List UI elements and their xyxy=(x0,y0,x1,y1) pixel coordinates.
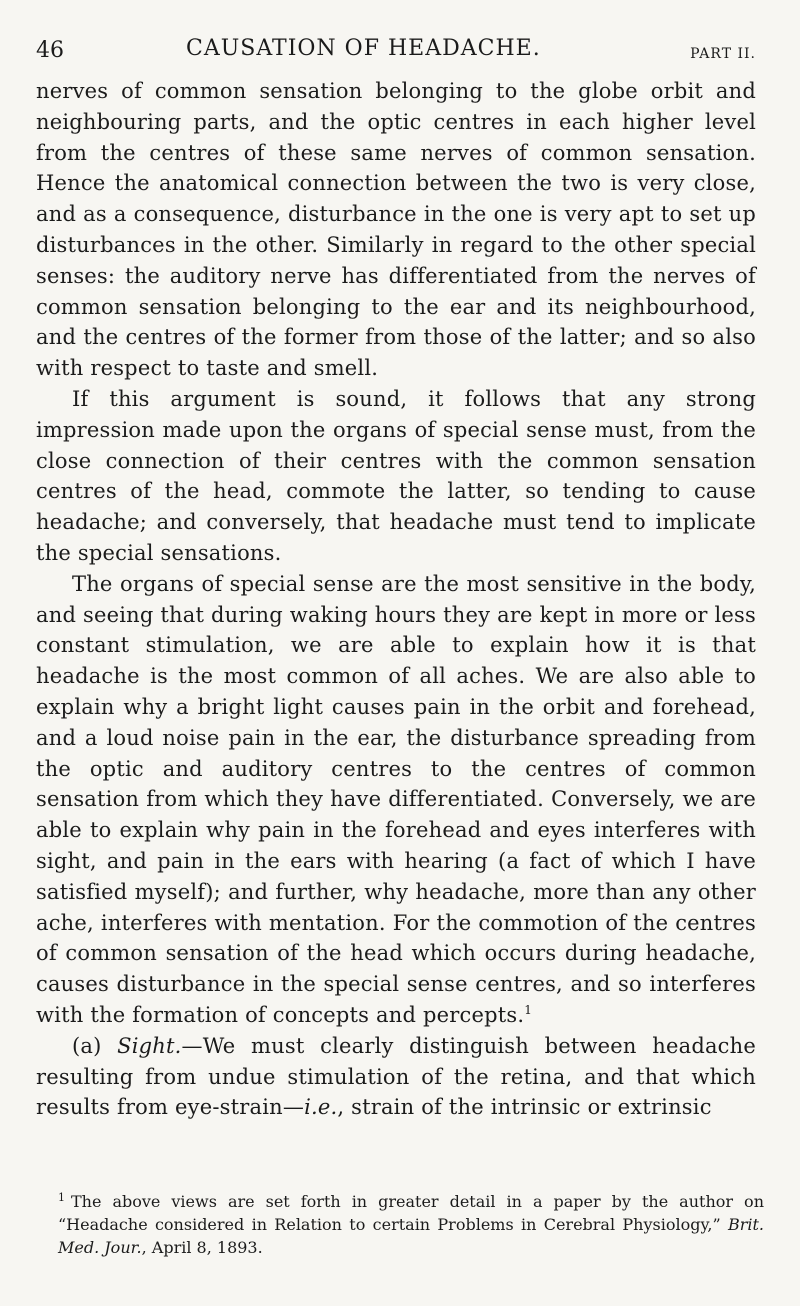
part-label: PART II. xyxy=(690,46,756,62)
paragraph-organs-text: The organs of special sense are the most sensitive in the body, and seeing that during waking hours they are kept in more or less constant stimulation, we are able to explain how it is that headache is the most common of all aches. We are also able to explain why a bright light causes pain in the orbit and forehead, and a loud noise pain in the ear, the disturbance spreading from the optic and auditory centres to the centres of common sensation from which they have differentiated. Conversely, we are able to explain why pain in the forehead and eyes interferes with sight, and pain in the ears with hearing (a fact of which I have satisfied myself); and further, why headache, more than any other ache, interferes with mentation. For the commotion of the centres of common sensation of the head which occurs during headache, causes disturbance in the special sense centres, and so interferes with the formation of concepts and percepts. xyxy=(36,571,756,1027)
body-text xyxy=(36,76,756,1123)
page-number: 46 xyxy=(36,38,64,63)
paragraph-sight-end: , strain of the intrinsic or extrinsic xyxy=(337,1095,712,1120)
footnote xyxy=(36,1190,764,1259)
running-title: CAUSATION OF HEADACHE. xyxy=(186,36,541,61)
paragraph-sight xyxy=(36,1031,756,1123)
paragraph-sight-text: —We must clearly distinguish between headache resulting from undue stimulation of the retina, and that which results from eye-strain— xyxy=(36,1033,756,1120)
footnote-journal: Brit. Med. Jour. xyxy=(58,1215,764,1257)
running-head xyxy=(36,30,756,70)
ie-abbreviation: i.e. xyxy=(304,1095,338,1120)
footnote-marker: 1 xyxy=(58,1190,65,1204)
footnote-reference: 1 xyxy=(524,1002,533,1017)
footnote-body xyxy=(36,1190,764,1259)
footnote-date: , April 8, 1893. xyxy=(141,1238,263,1257)
section-label: (a) xyxy=(72,1033,102,1058)
section-heading: Sight. xyxy=(117,1033,182,1058)
footnote-text: The above views are set forth in greater detail in a paper by the author on “Headache considered in Relation to certain Problems in Cerebral Physiology,” xyxy=(58,1192,764,1234)
paragraph-argument: If this argument is sound, it follows that any strong impression made upon the organs of special sense must, from the close connection of their centres with the common sensation centres of the head, commote the latter, so tending to cause headache; and conversely, that headache must tend to implicate the special sensations. xyxy=(36,386,756,565)
paragraph-continuation: nerves of common sensation belonging to the globe orbit and neighbouring parts, and the optic centres in each higher level from the centres of these same nerves of common sensation. Hence the anatomical connection between the two is very close, and as a consequence, disturbance in the one is very apt to set up disturbances in the other. Similarly in regard to the other special senses: the auditory nerve has differentiated from the nerves of common sensation belonging to the ear and its neighbourhood, and the centres of the former from those of the latter; and so also with respect to taste and smell. xyxy=(36,79,756,381)
paragraph-organs xyxy=(36,569,756,1031)
